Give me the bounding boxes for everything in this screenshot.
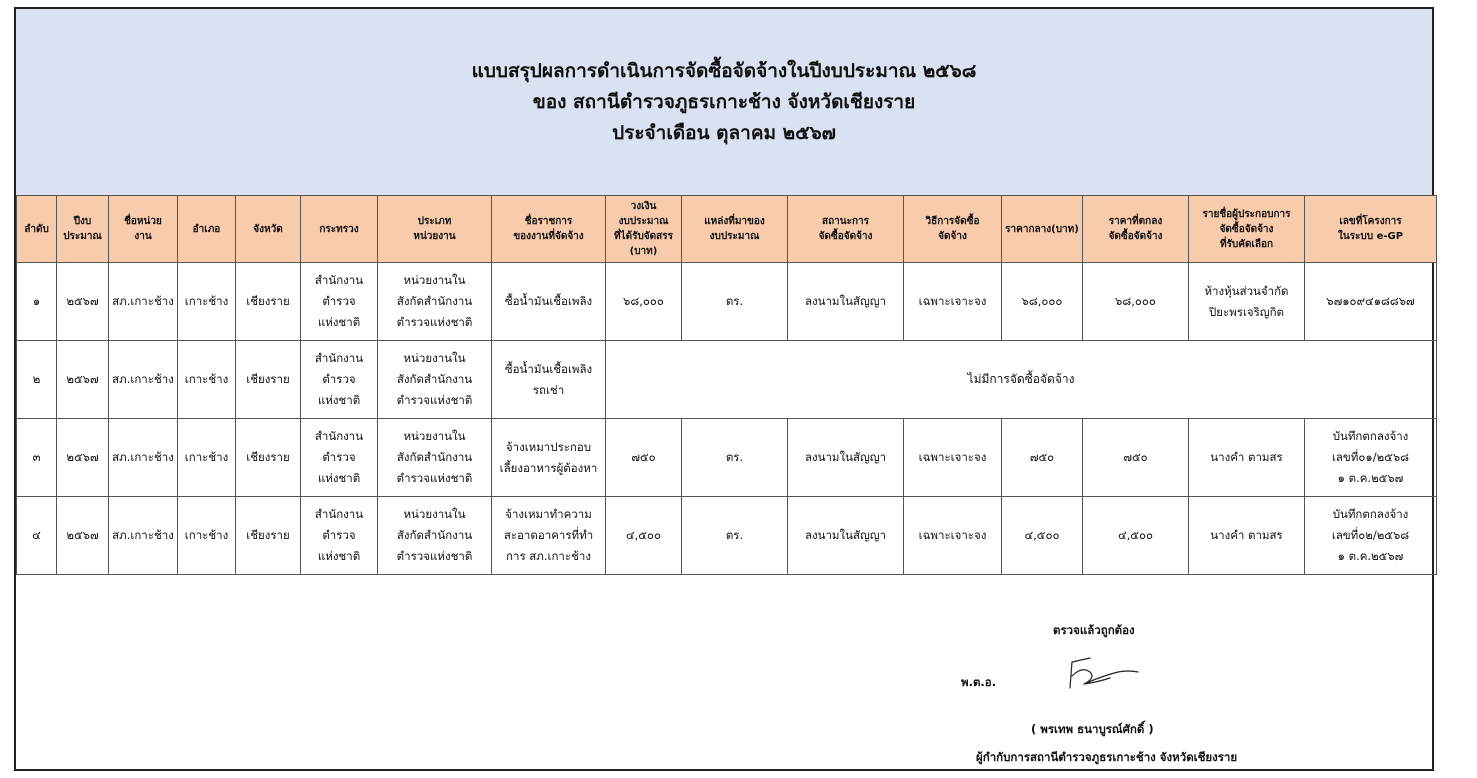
unit-name-cell: สภ.เกาะช้าง (109, 341, 178, 419)
row-number-cell: ๑ (17, 263, 57, 341)
handwritten-signature-icon (1058, 654, 1148, 696)
budget-amount-cell: ๖๘,๐๐๐ (606, 263, 682, 341)
median-price-cell: ๖๘,๐๐๐ (1002, 263, 1083, 341)
column-header: แหล่งที่มาของ งบประมาณ (682, 196, 788, 263)
table-body (17, 263, 1437, 575)
project-name-cell: จ้างเหมาประกอบ เลี้ยงอาหารผู้ต้องหา (492, 419, 606, 497)
report-subtitle-station: ของ สถานีตำรวจภูธรเกาะช้าง จังหวัดเชียงราย (532, 90, 916, 113)
signer-rank: พ.ต.อ. (961, 675, 997, 689)
report-subtitle-month: ประจำเดือน ตุลาคม ๒๕๖๗ (612, 121, 836, 144)
procurement-method-cell: เฉพาะเจาะจง (904, 263, 1002, 341)
row-number-cell: ๔ (17, 497, 57, 575)
title-block (16, 9, 1432, 196)
column-header: ประเภท หน่วยงาน (378, 196, 492, 263)
column-header: จังหวัด (236, 196, 301, 263)
budget-amount-cell: ๔,๕๐๐ (606, 497, 682, 575)
no-procurement-note: ไม่มีการจัดซื้อจัดจ้าง (606, 341, 1437, 419)
agency-type-cell: หน่วยงานใน สังกัดสำนักงาน ตำรวจแห่งชาติ (378, 341, 492, 419)
fiscal-year-cell: ๒๕๖๗ (57, 263, 109, 341)
table-header-row (17, 196, 1437, 263)
unit-name-cell: สภ.เกาะช้าง (109, 419, 178, 497)
signer-name: ( พรเทพ ธนาบูรณ์ศักดิ์ ) (1031, 722, 1154, 736)
district-cell: เกาะช้าง (178, 263, 236, 341)
table-row (17, 263, 1437, 341)
district-cell: เกาะช้าง (178, 419, 236, 497)
vendor-name-cell: นางคำ ตามสร (1189, 497, 1305, 575)
procurement-table (16, 195, 1437, 575)
signer-position: ผู้กำกับการสถานีตำรวจภูธรเกาะช้าง จังหวัดเชียงราย (976, 750, 1238, 764)
unit-name-cell: สภ.เกาะช้าง (109, 263, 178, 341)
agreed-price-cell: ๗๕๐ (1083, 419, 1189, 497)
procurement-method-cell: เฉพาะเจาะจง (904, 419, 1002, 497)
agency-type-cell: หน่วยงานใน สังกัดสำนักงาน ตำรวจแห่งชาติ (378, 497, 492, 575)
column-header: ชื่อราชการ ของงานที่จัดจ้าง (492, 196, 606, 263)
procurement-status-cell: ลงนามในสัญญา (788, 497, 904, 575)
egp-number-cell: บันทึกตกลงจ้าง เลขที่๐๑/๒๕๖๘ ๑ ต.ค.๒๕๖๗ (1305, 419, 1437, 497)
median-price-cell: ๗๕๐ (1002, 419, 1083, 497)
fiscal-year-cell: ๒๕๖๗ (57, 341, 109, 419)
row-number-cell: ๓ (17, 419, 57, 497)
district-cell: เกาะช้าง (178, 341, 236, 419)
column-header: กระทรวง (301, 196, 378, 263)
agency-type-cell: หน่วยงานใน สังกัดสำนักงาน ตำรวจแห่งชาติ (378, 419, 492, 497)
signature-block (16, 594, 1432, 771)
budget-source-cell: ตร. (682, 497, 788, 575)
table-row (17, 419, 1437, 497)
agreed-price-cell: ๔,๕๐๐ (1083, 497, 1189, 575)
column-header: ปีงบ ประมาณ (57, 196, 109, 263)
project-name-cell: ซื้อน้ำมันเชื้อเพลิง (492, 263, 606, 341)
egp-number-cell: ๖๗๑๐๙๔๑๘๘๖๗ (1305, 263, 1437, 341)
column-header: ราคาที่ตกลง จัดซื้อจัดจ้าง (1083, 196, 1189, 263)
unit-name-cell: สภ.เกาะช้าง (109, 497, 178, 575)
column-header: วงเงิน งบประมาณ ที่ได้รับจัดสรร (บาท) (606, 196, 682, 263)
column-header: อำเภอ (178, 196, 236, 263)
column-header: วิธีการจัดซื้อ จัดจ้าง (904, 196, 1002, 263)
row-number-cell: ๒ (17, 341, 57, 419)
project-name-cell: จ้างเหมาทำความ สะอาดอาคารที่ทำ การ สภ.เกาะช้าง (492, 497, 606, 575)
column-header: เลขที่โครงการ ในระบบ e-GP (1305, 196, 1437, 263)
column-header: สถานะการ จัดซื้อจัดจ้าง (788, 196, 904, 263)
report-title: แบบสรุปผลการดำเนินการจัดซื้อจัดจ้างในปีงบประมาณ ๒๕๖๘ (471, 59, 977, 82)
province-cell: เชียงราย (236, 341, 301, 419)
ministry-cell: สำนักงาน ตำรวจ แห่งชาติ (301, 419, 378, 497)
column-header: รายชื่อผู้ประกอบการ จัดซื้อจัดจ้าง ที่รับคัดเลือก (1189, 196, 1305, 263)
egp-number-cell: บันทึกตกลงจ้าง เลขที่๐๒/๒๕๖๘ ๑ ต.ค.๒๕๖๗ (1305, 497, 1437, 575)
district-cell: เกาะช้าง (178, 497, 236, 575)
table-row (17, 341, 1437, 419)
report-sheet (14, 7, 1434, 771)
verified-label: ตรวจแล้วถูกต้อง (1053, 623, 1135, 637)
column-header: ชื่อหน่วย งาน (109, 196, 178, 263)
vendor-name-cell: นางคำ ตามสร (1189, 419, 1305, 497)
table-row (17, 497, 1437, 575)
procurement-status-cell: ลงนามในสัญญา (788, 263, 904, 341)
fiscal-year-cell: ๒๕๖๗ (57, 497, 109, 575)
median-price-cell: ๔,๕๐๐ (1002, 497, 1083, 575)
province-cell: เชียงราย (236, 497, 301, 575)
ministry-cell: สำนักงาน ตำรวจ แห่งชาติ (301, 263, 378, 341)
vendor-name-cell: ห้างหุ้นส่วนจำกัด ปิยะพรเจริญกิต (1189, 263, 1305, 341)
procurement-status-cell: ลงนามในสัญญา (788, 419, 904, 497)
budget-source-cell: ตร. (682, 419, 788, 497)
budget-amount-cell: ๗๕๐ (606, 419, 682, 497)
project-name-cell: ซื้อน้ำมันเชื้อเพลิง รถเช่า (492, 341, 606, 419)
column-header: ราคากลาง(บาท) (1002, 196, 1083, 263)
agency-type-cell: หน่วยงานใน สังกัดสำนักงาน ตำรวจแห่งชาติ (378, 263, 492, 341)
column-header: ลำดับ (17, 196, 57, 263)
province-cell: เชียงราย (236, 263, 301, 341)
ministry-cell: สำนักงาน ตำรวจ แห่งชาติ (301, 341, 378, 419)
fiscal-year-cell: ๒๕๖๗ (57, 419, 109, 497)
province-cell: เชียงราย (236, 419, 301, 497)
ministry-cell: สำนักงาน ตำรวจ แห่งชาติ (301, 497, 378, 575)
procurement-method-cell: เฉพาะเจาะจง (904, 497, 1002, 575)
agreed-price-cell: ๖๘,๐๐๐ (1083, 263, 1189, 341)
budget-source-cell: ตร. (682, 263, 788, 341)
